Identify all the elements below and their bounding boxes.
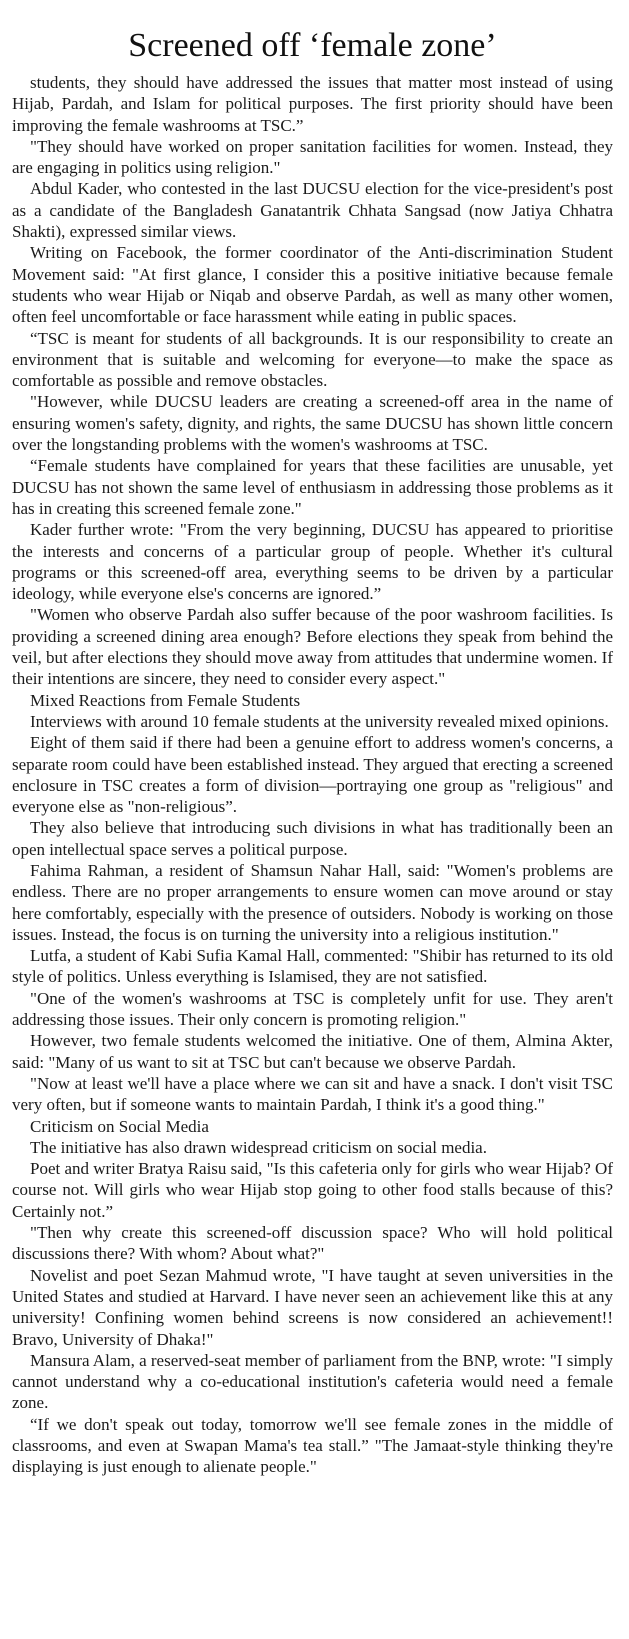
paragraph: "They should have worked on proper sanitation facilities for women. Instead, they are engaging in politics using religion." [12, 136, 613, 178]
paragraph: "Then why create this screened-off discussion space? Who will hold political discussions there? With whom? About what?" [12, 1223, 613, 1264]
paragraph: Lutfa, a student of Kabi Sufia Kamal Hall, commented: "Shibir has returned to its old style of politics. Unless everything is Islamised, they are not satisfied. [12, 946, 613, 987]
headline: Screened off ‘female zone’ [128, 27, 497, 64]
paragraph: “Female students have complained for years that these facilities are unusable, yet DUCSU has not shown the same level of enthusiasm in addressing those problems as it has in creating this screened female zone." [12, 456, 613, 518]
paragraph: However, two female students welcomed the initiative. One of them, Almina Akter, said: "Many of us want to sit at TSC but can't because we observe Pardah. [12, 1031, 613, 1072]
paragraph: Fahima Rahman, a resident of Shamsun Nahar Hall, said: "Women's problems are endless. There are no proper arrangements to ensure women can move around or stay here comfortably, especially with the presence of outsiders. Nobody is working on those issues. Instead, the focus is on turning the university into a religious institution." [12, 860, 613, 944]
paragraph: Writing on Facebook, the former coordinator of the Anti-discrimination Student Movement said: "At first glance, I consider this a positive initiative because female students who wear Hijab or Niqab and observe Pardah, as well as many other women, often feel uncomfortable or face harassment while eating in public spaces. [12, 243, 613, 327]
paragraph: Novelist and poet Sezan Mahmud wrote, "I have taught at seven universities in the United States and studied at Harvard. I have never seen an achievement like this at any university! Confining women behind screens is now considered an achievement!! Bravo, University of Dhaka!" [12, 1265, 613, 1349]
paragraph: Mansura Alam, a reserved-seat member of parliament from the BNP, wrote: "I simply cannot understand why a co-educational institution's cafeteria would need a female zone. [12, 1350, 613, 1413]
paragraph: “TSC is meant for students of all backgrounds. It is our responsibility to create an environment that is suitable and welcoming for everyone—to make the space as comfortable as possible and remove obstacles. [12, 328, 613, 391]
paragraph: students, they should have addressed the issues that matter most instead of using Hijab, Pardah, and Islam for political purposes. The first priority should have been improving the female washrooms at TSC.” [12, 73, 613, 135]
subheading-mixed-reactions: Mixed Reactions from Female Students [30, 690, 301, 710]
paragraph: Interviews with around 10 female students at the university revealed mixed opinions. [30, 711, 609, 731]
paragraph: “If we don't speak out today, tomorrow we'll see female zones in the middle of classrooms, and even at Swapan Mama's tea stall.” "The Jamaat-style thinking they're displaying is just enough to alienate people." [12, 1414, 613, 1477]
article-body [12, 72, 613, 1478]
paragraph: Kader further wrote: "From the very beginning, DUCSU has appeared to prioritise the interests and concerns of a particular group of people. Whether it's cultural programs or this screened-off area, everything seems to be driven by a particular ideology, while everyone else's concerns are ignored.” [12, 520, 613, 604]
paragraph: Abdul Kader, who contested in the last DUCSU election for the vice-president's post as a candidate of the Bangladesh Ganatantrik Chhata Sangsad (now Jatiya Chhatra Shakti), expressed similar views. [12, 179, 613, 242]
paragraph: The initiative has also drawn widespread criticism on social media. [30, 1137, 487, 1157]
paragraph: They also believe that introducing such divisions in what has traditionally been an open intellectual space serves a political purpose. [12, 818, 613, 859]
paragraph: "However, while DUCSU leaders are creating a screened-off area in the name of ensuring women's safety, dignity, and rights, the same DUCSU has shown little concern over the longstanding problems with the women's washrooms at TSC. [12, 392, 613, 455]
subheading-criticism: Criticism on Social Media [30, 1116, 209, 1136]
paragraph: "Women who observe Pardah also suffer because of the poor washroom facilities. Is providing a screened dining area enough? Before elections they speak from behind the veil, but after elections they should move away from attitudes that undermine women. If their intentions are sincere, they need to consider every aspect." [12, 605, 613, 689]
paragraph: "Now at least we'll have a place where we can sit and have a snack. I don't visit TSC very often, but if someone wants to maintain Pardah, I think it's a good thing." [12, 1073, 613, 1115]
paragraph: Eight of them said if there had been a genuine effort to address women's concerns, a separate room could have been established instead. They argued that erecting a screened enclosure in TSC creates a form of division—portraying one group as "religious" and everyone else as "non-religious”. [12, 733, 613, 817]
paragraph: Poet and writer Bratya Raisu said, "Is this cafeteria only for girls who wear Hijab? Of course not. Will girls who wear Hijab stop going to other food stalls because of this? Certainly not.” [12, 1159, 613, 1221]
paragraph: "One of the women's washrooms at TSC is completely unfit for use. They aren't addressing those issues. Their only concern is promoting religion." [12, 988, 613, 1030]
